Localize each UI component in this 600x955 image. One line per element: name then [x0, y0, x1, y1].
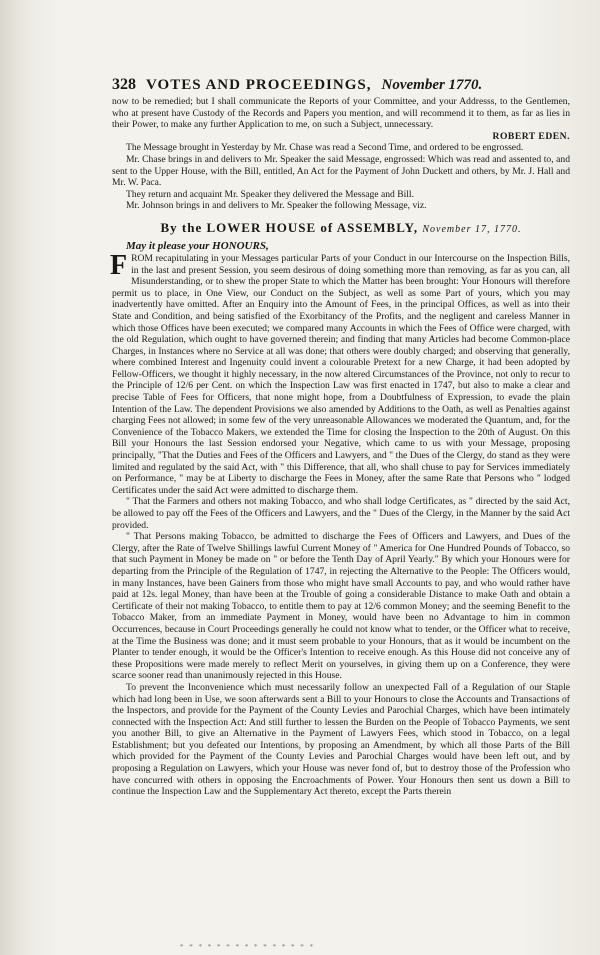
- opening-paragraph: now to be remedied; but I shall communicate the Reports of your Committee, and your Addresss, to the Gentlemen, who at present have Custody of the Records and Papers you mention, and will recommend it to them, as far as lies in their Power, to make any further Application to me, on such a Subject, unnecessary.: [112, 96, 570, 131]
- running-head: VOTES AND PROCEEDINGS,: [146, 77, 372, 93]
- body-paragraph: " That Persons making Tobacco, be admitted to discharge the Fees of Officers and Lawyers, and Dues of the Clergy, after the Rate of Twelve Shillings lawful Current Money of " America for One Hundred Pounds of Tobacco, so that such Payment in Money be made on " or before the Tenth Day of April Yearly." By which your Honours were for departing from the Principle of the Regulation of 1747, in rejecting the Alternative to the People: The Officers would, in many Instances, have been Gainers from those who might have small Accounts to pay, and who would rather have paid at 12s. legal Money, than have been at the Trouble of going a considerable Distance to make Oath and obtain a Certificate of their not making Tobacco, to entitle them to pay at 12/6 common Money; and the seeming Benefit to the Tobacco Maker, from an immediate Payment in Money, would have been no Advantage to him in common Occurrences, because in Court Proceedings generally he could not know what to tender, or the Officer what to receive, at the Time the Business was done; and it must seem probable to your Honours, that as it would be incumbent on the Planter to tender enough, it would be the Officer's Intention to receive enough. As this House did not conceive any of these Propositions were made merely to reflect Merit on yourselves, in giving them up on a Conference, they were scarce sooner read than unanimously rejected in this House.: [112, 531, 570, 682]
- signature: ROBERT EDEN.: [492, 130, 570, 142]
- page-header: [112, 76, 570, 94]
- page-number: 328: [112, 76, 136, 93]
- section-heading-date: November 17, 1770.: [422, 223, 522, 235]
- motion-paragraph: Mr. Johnson brings in and delivers to Mr. Speaker the following Message, viz.: [126, 200, 427, 212]
- body-paragraph-text: ROM recapitulating in your Messages particular Parts of your Conduct in our Intercourse on the Inspection Bills, in the last and present Session, you seem desirous of doing something more than removing, as far as you can, all Misunderstanding, or to shew the proper State to which the Matter has been brought: Your Honours will therefore permit us to place, in One View, our Conduct on the Subject, as well as some Part of yours, which you may inadvertently have omitted. After an Enquiry into the Amount of Fees, in the principal Offices, as well as into their State and Condition, and being satisfied of the Exorbitancy of the Profits, and the negligent and careless Manner in which those Offices have been executed; we compared many Accounts in which the Fees of Office were charged, with the old Regulation, which ought to have governed therein; and finding that many Articles had become Common-place Charges, in Instances where no Service at all was done; that others were doubly charged; and observing that generally, where combined Interest and Ingenuity could invent a colourable Pretext for a new Charge, it had been adopted by Fellow-Officers, we thought it highly necessary, in the now altered Circumstances of the Province, not only to recur to the Principle of 12/6 per Cent. on which the Inspection Law was first enacted in 1747, but also to make a clear and precise Table of Fees for Officers, that none might hope, from a Doubtfulness of Expression, to evade the plain Intention of the Law. The dependent Provisions we also amended by Additions to the Oath, as well as Penalties against charging Fees not allowed; in some few of the very unreasonable Allowances we moderated the Quantum, and, for the Convenience of the Tobacco Makers, we extended the Time for closing the Inspection to the 20th of August. On this Bill your Honours the last Session endorsed your Negative, which came to us with your Message, proposing principally, "That the Duties and Fees of the Officers and Lawyers, and " the Dues of the Clergy, do stand as they were limited and regulated by the said Act, with " this Difference, that all, who shall chuse to pay for Services immediately on Performance, " may be at Liberty to discharge the Fees in Money, after the same Rate that Persons who " lodged Certificates under the said Act were admitted to discharge them.: [112, 252, 570, 496]
- motion-paragraph: The Message brought in Yesterday by Mr. Chase was read a Second Time, and ordered to be engrossed.: [126, 142, 524, 154]
- motion-paragraph: Mr. Chase brings in and delivers to Mr. Speaker the said Message, engrossed: Which was read and assented to, and sent to the Upper House, with the Bill, entitled, An Act for the Payment of John Duckett and others, by Mr. J. Hall and Mr. W. Paca.: [112, 153, 570, 189]
- body-paragraph: To prevent the Inconvenience which must necessarily follow an unexpected Fall of a Regulation of our Staple which had long been in Use, we soon afterwards sent a Bill to your Honours to close the Accounts and Transactions of the Inspectors, and provide for the Payment of the County Levies and Parochial Charges, which have been intimately connected with the Inspection Act: And still further to lessen the Burden on the People of Tobacco Payments, we sent you another Bill, to give an Alternative in the Payment of Lawyers Fees, which stood in Tobacco, on a legal Establishment; but you defeated our Intentions, by proposing an Amendment, by which all those Parts of the Bill which provided for the Payment of the County Levies and Parochial Charges would have been left out, and by proposing a Regulation on Lawyers, which your House was never fond of, but to destroy those of the Profession who have concurred with others in opposing the Encroachments of Power. Your Honours then sent us down a Bill to continue the Inspection Law and the Supplementary Act thereto, except the Parts therein: [112, 681, 570, 798]
- page-binding-shadow: [0, 0, 30, 955]
- section-heading: [112, 220, 570, 236]
- body-paragraph: [110, 249, 570, 496]
- body-paragraph: " That the Farmers and others not making Tobacco, and who shall lodge Certificates, as " directed by the said Act, be allowed to pay off the Fees of the Officers and Lawyers, and the " Dues of the Clergy, in the Manner by the said Act provided.: [112, 496, 570, 531]
- salutation: May it please your HONOURS,: [126, 239, 269, 252]
- section-heading-text: By the LOWER HOUSE of ASSEMBLY,: [160, 219, 419, 235]
- drop-cap: F: [110, 249, 128, 281]
- motion-paragraph: They return and acquaint Mr. Speaker they delivered the Message and Bill.: [126, 188, 414, 200]
- running-head-date: November 1770.: [381, 77, 483, 93]
- page-footer-ornament: * * * * * * * * * * * * * * *: [180, 943, 315, 951]
